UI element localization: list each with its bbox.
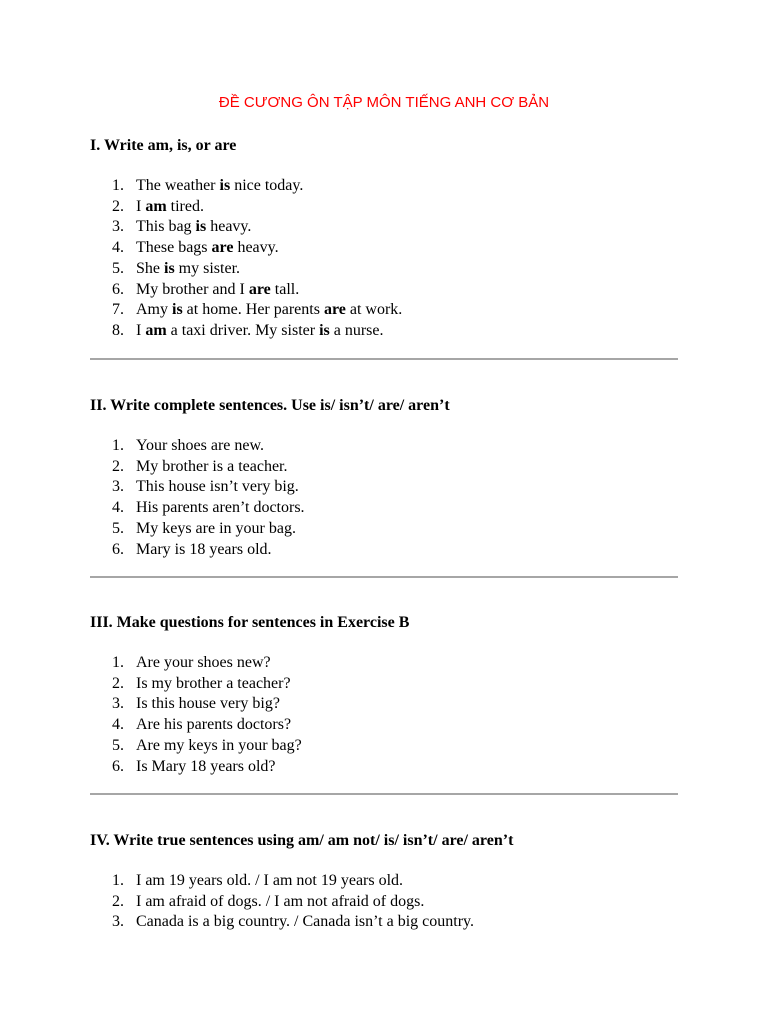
exercise-list bbox=[90, 436, 680, 560]
list-item bbox=[90, 259, 680, 280]
item-number: 2. bbox=[112, 892, 124, 910]
item-number: 6. bbox=[112, 280, 124, 298]
item-text bbox=[136, 217, 680, 238]
item-number: 4. bbox=[112, 239, 124, 257]
list-item bbox=[90, 321, 680, 342]
sentence-fragment: Mary is 18 years old. bbox=[136, 540, 272, 558]
list-item bbox=[90, 477, 680, 498]
list-item bbox=[90, 892, 680, 913]
sentence-fragment: This bag bbox=[136, 218, 196, 236]
item-text bbox=[136, 736, 680, 757]
section-3 bbox=[90, 613, 680, 777]
item-text bbox=[136, 197, 680, 218]
item-text bbox=[136, 477, 680, 498]
answer-word: is bbox=[319, 321, 330, 339]
sentence-fragment: heavy. bbox=[233, 239, 279, 257]
sentence-fragment: I bbox=[136, 321, 146, 339]
sentence-fragment: His parents aren’t doctors. bbox=[136, 499, 305, 517]
section-divider bbox=[90, 793, 678, 795]
sentence-fragment: at home. Her parents bbox=[182, 301, 324, 319]
item-text bbox=[136, 912, 680, 933]
answer-word: is bbox=[172, 301, 183, 319]
item-number: 2. bbox=[112, 197, 124, 215]
list-item bbox=[90, 912, 680, 933]
list-item bbox=[90, 238, 680, 259]
item-number: 4. bbox=[112, 499, 124, 517]
sentence-fragment: a taxi driver. My sister bbox=[166, 321, 320, 339]
sentence-fragment: tired. bbox=[166, 197, 204, 215]
answer-word: am bbox=[145, 197, 167, 215]
list-item bbox=[90, 436, 680, 457]
sentence-fragment: I am 19 years old. / I am not 19 years old. bbox=[136, 872, 404, 889]
item-text bbox=[136, 653, 680, 674]
sentence-fragment: These bags bbox=[136, 239, 212, 257]
answer-word: am bbox=[145, 321, 167, 339]
item-text bbox=[136, 892, 680, 913]
item-number: 1. bbox=[112, 177, 124, 194]
item-text bbox=[136, 457, 680, 478]
sentence-fragment: This house isn’t very big. bbox=[136, 478, 299, 496]
item-text bbox=[136, 300, 680, 321]
item-number: 5. bbox=[112, 519, 124, 537]
sentence-fragment: My keys are in your bag. bbox=[136, 519, 296, 537]
list-item bbox=[90, 280, 680, 301]
page-title: ĐỀ CƯƠNG ÔN TẬP MÔN TIẾNG ANH CƠ BẢN bbox=[218, 94, 550, 111]
exercise-list bbox=[90, 653, 680, 777]
exercise-list bbox=[90, 176, 680, 342]
sentence-fragment: my sister. bbox=[174, 259, 241, 277]
section-heading: III. Make questions for sentences in Exercise B bbox=[90, 614, 410, 631]
item-text bbox=[136, 871, 680, 892]
sentence-fragment: Is my brother a teacher? bbox=[136, 674, 291, 692]
list-item bbox=[90, 498, 680, 519]
item-text bbox=[136, 498, 680, 519]
item-number: 6. bbox=[112, 757, 124, 775]
item-text bbox=[136, 436, 680, 457]
answer-word: are bbox=[248, 280, 271, 298]
answer-word: are bbox=[323, 301, 346, 319]
list-item bbox=[90, 176, 680, 197]
list-item bbox=[90, 757, 680, 778]
item-number: 3. bbox=[112, 913, 124, 931]
item-text bbox=[136, 176, 680, 197]
list-item bbox=[90, 300, 680, 321]
answer-word: is bbox=[164, 259, 175, 277]
sentence-fragment: nice today. bbox=[230, 177, 304, 194]
list-item bbox=[90, 519, 680, 540]
section-2 bbox=[90, 396, 680, 560]
sentence-fragment: tall. bbox=[270, 280, 300, 298]
sentence-fragment: I bbox=[136, 197, 146, 215]
section-divider bbox=[90, 576, 678, 578]
list-item bbox=[90, 871, 680, 892]
item-text bbox=[136, 238, 680, 259]
answer-word: are bbox=[211, 239, 234, 257]
sentence-fragment: My brother and I bbox=[136, 280, 249, 298]
item-number: 5. bbox=[112, 736, 124, 754]
item-text bbox=[136, 674, 680, 695]
item-number: 8. bbox=[112, 321, 124, 339]
list-item bbox=[90, 217, 680, 238]
sentence-fragment: Is this house very big? bbox=[136, 695, 280, 713]
item-number: 1. bbox=[112, 872, 124, 889]
item-number: 3. bbox=[112, 218, 124, 236]
sentence-fragment: My brother is a teacher. bbox=[136, 457, 288, 475]
item-text bbox=[136, 757, 680, 778]
item-text bbox=[136, 280, 680, 301]
section-1 bbox=[90, 136, 680, 342]
item-number: 2. bbox=[112, 674, 124, 692]
item-number: 5. bbox=[112, 259, 124, 277]
sentence-fragment: Are his parents doctors? bbox=[136, 716, 292, 734]
sentence-fragment: Your shoes are new. bbox=[136, 437, 264, 454]
section-heading: II. Write complete sentences. Use is/ isn’t/ are/ aren’t bbox=[90, 397, 450, 414]
item-number: 3. bbox=[112, 478, 124, 496]
exercise-list bbox=[90, 871, 680, 933]
section-divider bbox=[90, 358, 678, 360]
sentence-fragment: at work. bbox=[345, 301, 403, 319]
item-text bbox=[136, 540, 680, 561]
answer-word: is bbox=[219, 177, 231, 194]
item-text bbox=[136, 694, 680, 715]
sentence-fragment: a nurse. bbox=[329, 321, 384, 339]
item-text bbox=[136, 519, 680, 540]
sentence-fragment: Are your shoes new? bbox=[136, 654, 271, 671]
item-text bbox=[136, 259, 680, 280]
sentence-fragment: Are my keys in your bag? bbox=[136, 736, 302, 754]
sentence-fragment: Is Mary 18 years old? bbox=[136, 757, 276, 775]
answer-word: is bbox=[195, 218, 207, 236]
list-item bbox=[90, 694, 680, 715]
section-heading: IV. Write true sentences using am/ am not/ is/ isn’t/ are/ aren’t bbox=[90, 832, 514, 849]
item-number: 3. bbox=[112, 695, 124, 713]
item-text bbox=[136, 715, 680, 736]
sentence-fragment: Canada is a big country. / Canada isn’t a big country. bbox=[136, 913, 474, 931]
list-item bbox=[90, 197, 680, 218]
list-item bbox=[90, 457, 680, 478]
sentence-fragment: heavy. bbox=[206, 218, 252, 236]
sentence-fragment: She bbox=[136, 259, 164, 277]
list-item bbox=[90, 674, 680, 695]
item-number: 6. bbox=[112, 540, 124, 558]
item-number: 2. bbox=[112, 457, 124, 475]
section-4 bbox=[90, 831, 680, 933]
list-item bbox=[90, 736, 680, 757]
list-item bbox=[90, 653, 680, 674]
sentence-fragment: I am afraid of dogs. / I am not afraid of dogs. bbox=[136, 892, 425, 910]
item-number: 4. bbox=[112, 716, 124, 734]
list-item bbox=[90, 540, 680, 561]
item-number: 1. bbox=[112, 654, 124, 671]
item-number: 7. bbox=[112, 301, 124, 319]
list-item bbox=[90, 715, 680, 736]
sentence-fragment: The weather bbox=[136, 177, 220, 194]
section-heading: I. Write am, is, or are bbox=[90, 137, 237, 154]
item-text bbox=[136, 321, 680, 342]
item-number: 1. bbox=[112, 437, 124, 454]
sentence-fragment: Amy bbox=[136, 301, 172, 319]
